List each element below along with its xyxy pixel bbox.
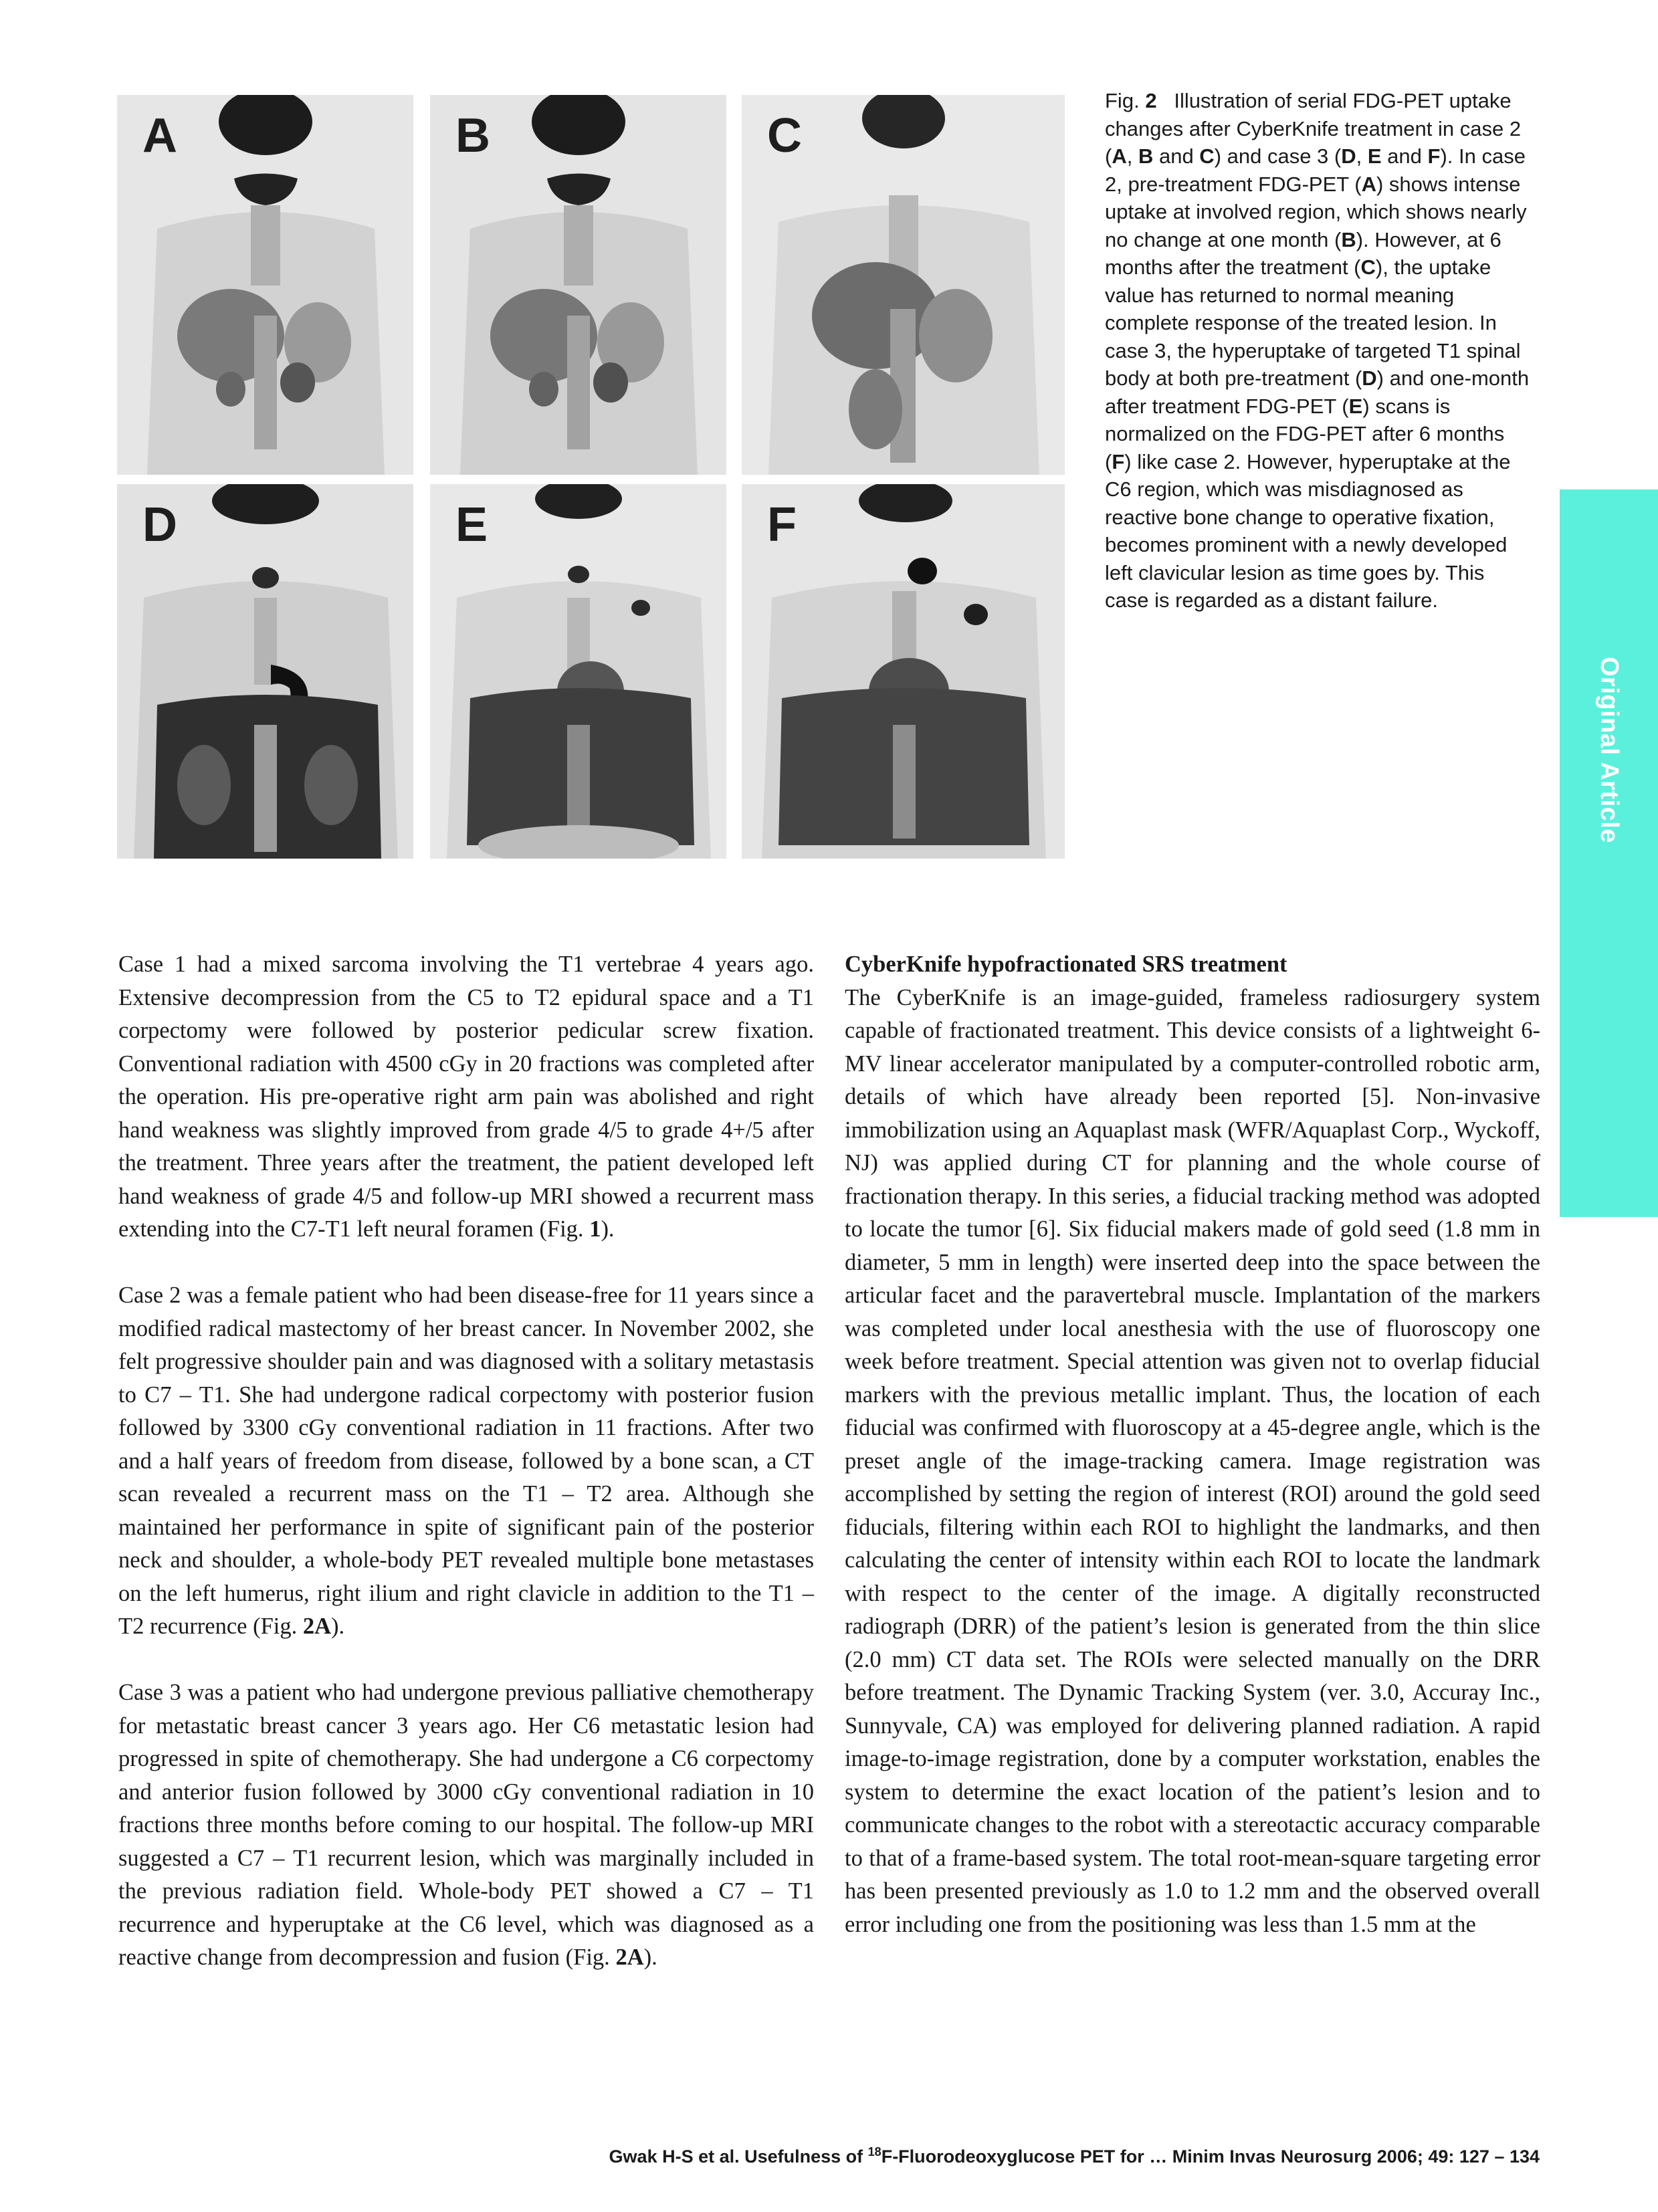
- pet-panel-c: [742, 95, 1065, 475]
- figure-reference: C: [1360, 255, 1376, 279]
- footer-prefix: Gwak H-S et al. Usefulness of: [609, 2146, 868, 2167]
- text-run: and: [1381, 144, 1428, 168]
- right-column: [845, 948, 1540, 1941]
- caption-label: Fig.: [1105, 89, 1140, 112]
- panel-label-f: F: [767, 498, 797, 552]
- paragraph-case-3: [118, 1676, 814, 1975]
- footer-superscript: 18: [867, 2145, 882, 2159]
- footer-suffix: F-Fluorodeoxyglucose PET for … Minim Invas Neurosurg 2006; 49: 127 – 134: [881, 2146, 1540, 2167]
- text-run: ) and case 3 (: [1214, 144, 1342, 168]
- text-run: Case 2 was a female patient who had been disease-free for 11 years since a modified radical mastectomy of her breast cancer. In November 2002, she felt progressive shoulder pain and was diagnosed with a solitary metastasis to C7 – T1. She had undergone radical corpectomy with posterior fusion followed by 3300 cGy conventional radiation in 11 fractions. After two and a half years of freedom from disease, followed by a bone scan, a CT scan revealed a recurrent mass on the T1 – T2 area. Although she maintained her performance in spite of significant pain of the posterior neck and shoulder, a whole-body PET revealed multiple bone metastases on the left humerus, right ilium and right clavicle in addition to the T1 – T2 recurrence (Fig.: [118, 1283, 814, 1639]
- caption-body: [1105, 89, 1529, 612]
- figure-reference: E: [1348, 394, 1363, 418]
- text-run: Case 3 was a patient who had undergone previous palliative chemotherapy for metastatic breast cancer 3 years ago. Her C6 metastatic lesion had progressed in spite of chemotherapy. She had undergone a C6 corpectomy and anterior fusion followed by 3000 cGy conventional radiation in 10 fractions three months before coming to our hospital. The follow-up MRI suggested a C7 – T1 recurrent lesion, which was marginally included in the previous radiation field. Whole-body PET showed a C7 – T1 recurrence and hyperuptake at the C6 level, which was diagnosed as a reactive change from decompression and fusion (Fig.: [118, 1680, 814, 1970]
- left-column: [118, 948, 814, 1975]
- page-number: 129: [1593, 1653, 1625, 1673]
- text-run: ) like case 2. However, hyperuptake at the C6 region, which was misdiagnosed as reactive bone change to operative fixation, becomes prominent with a newly developed left clavicular lesion as time goes by. This case is regarded as a distant failure.: [1105, 449, 1511, 612]
- text-run: ).: [331, 1614, 345, 1639]
- pet-panel-f: [742, 484, 1065, 859]
- figure-reference: F: [1112, 449, 1125, 473]
- figure-reference: 2A: [615, 1945, 644, 1970]
- text-run: ). In case 2, pre-treatment FDG-PET (: [1105, 144, 1526, 196]
- text-run: ).: [601, 1216, 615, 1242]
- paragraph-case-2: [118, 1279, 814, 1644]
- figure-reference: E: [1367, 144, 1382, 168]
- text-run: ) scans is normalized on the FDG-PET after 6 months (: [1105, 394, 1505, 473]
- text-run: Illustration of serial FDG-PET uptake changes after CyberKnife treatment in case 2 (: [1105, 89, 1522, 168]
- pet-panel-d: [117, 484, 413, 859]
- pet-panel-b: [430, 95, 726, 475]
- panel-label-e: E: [455, 498, 488, 552]
- paragraph-case-1: [118, 948, 814, 1246]
- caption-number: 2: [1145, 89, 1157, 112]
- figure-caption: [1105, 87, 1533, 615]
- running-footer: [522, 2145, 1540, 2167]
- figure-reference: 1: [589, 1216, 601, 1242]
- text-run: ) shows intense uptake at involved region, which shows nearly no change at one month (: [1105, 172, 1527, 251]
- figure-reference: A: [1112, 144, 1127, 168]
- paragraph-cyberknife: The CyberKnife is an image-guided, frameless radiosurgery system capable of fractionated treatment. This device consists of a lightweight 6-MV linear accelerator manipulated by a computer-controlled robotic arm, details of which have already been reported [5]. Non-invasive immobilization using an Aquaplast mask (WFR/Aquaplast Corp., Wyckoff, NJ) was applied during CT for planning and the whole course of fractionation therapy. In this series, a fiducial tracking method was adopted to locate the tumor [6]. Six fiducial makers made of gold seed (1.8 mm in diameter, 5 mm in length) were inserted deep into the space between the articular facet and the paravertebral muscle. Implantation of the markers was completed under local anesthesia with the use of fluoroscopy one week before treatment. Special attention was given not to overlap fiducial markers with the previous metallic implant. Thus, the location of each fiducial was confirmed with fluoroscopy at a 45-degree angle, which is the preset angle of the image-tracking camera. Image registration was accomplished by setting the region of interest (ROI) around the gold seed fiducials, filtering within each ROI to highlight the landmarks, and then calculating the center of intensity within each ROI to locate the landmark with respect to the center of the image. A digitally reconstructed radiograph (DRR) of the patient’s lesion is generated from the thin slice (2.0 mm) CT data set. The ROIs were selected manually on the DRR before treatment. The Dynamic Tracking System (ver. 3.0, Accuray Inc., Sunnyvale, CA) was employed for delivering planned radiation. A rapid image-to-image registration, done by a computer workstation, enables the system to determine the exact location of the patient’s lesion and to communicate changes to the robot with a stereotactic accuracy comparable to that of a frame-based system. The total root-mean-square targeting error has been presented previously as 1.0 to 1.2 mm and the observed overall error including one from the positioning was less than 1.5 mm at the: [845, 984, 1540, 1937]
- panel-label-d: D: [142, 498, 177, 552]
- text-run: ,: [1126, 144, 1138, 168]
- text-run: ) and one-month after treatment FDG-PET (: [1105, 366, 1530, 418]
- panel-label-a: A: [142, 109, 177, 162]
- figure-reference: D: [1362, 366, 1377, 390]
- text-run: ). However, at 6 months after the treatment (: [1105, 227, 1501, 279]
- section-heading: CyberKnife hypofractionated SRS treatment: [845, 952, 1287, 977]
- figure-reference: F: [1427, 144, 1441, 168]
- section-label: Original Article: [1595, 657, 1623, 843]
- text-run: and: [1153, 144, 1200, 168]
- figure-reference: A: [1361, 172, 1376, 196]
- figure-reference: 2A: [302, 1614, 332, 1639]
- figure-reference: B: [1138, 144, 1154, 168]
- panel-label-b: B: [455, 109, 490, 162]
- text-run: ,: [1356, 144, 1368, 168]
- section-side-tab: [1560, 489, 1658, 1673]
- figure-reference: D: [1341, 144, 1356, 168]
- pet-panel-a: [117, 95, 413, 475]
- text-run: Case 1 had a mixed sarcoma involving the T1 vertebrae 4 years ago. Extensive decompression from the C5 to T2 epidural space and a T1 corpectomy were followed by posterior pedicular screw fixation. Conventional radiation with 4500 cGy in 20 fractions was completed after the operation. His pre-operative right arm pain was abolished and right hand weakness was slightly improved from grade 4/5 to grade 4+/5 after the treatment. Three years after the treatment, the patient developed left hand weakness of grade 4/5 and follow-up MRI showed a recurrent mass extending into the C7-T1 left neural foramen (Fig.: [118, 952, 814, 1242]
- figure-reference: C: [1199, 144, 1215, 168]
- text-run: ), the uptake value has returned to normal meaning complete response of the treated lesion. In case 3, the hyperuptake of targeted T1 spinal body at both pre-treatment (: [1105, 255, 1521, 390]
- panel-label-c: C: [767, 109, 802, 162]
- figure-reference: B: [1341, 227, 1356, 251]
- text-run: ).: [643, 1945, 657, 1970]
- pet-panel-e: [430, 484, 726, 859]
